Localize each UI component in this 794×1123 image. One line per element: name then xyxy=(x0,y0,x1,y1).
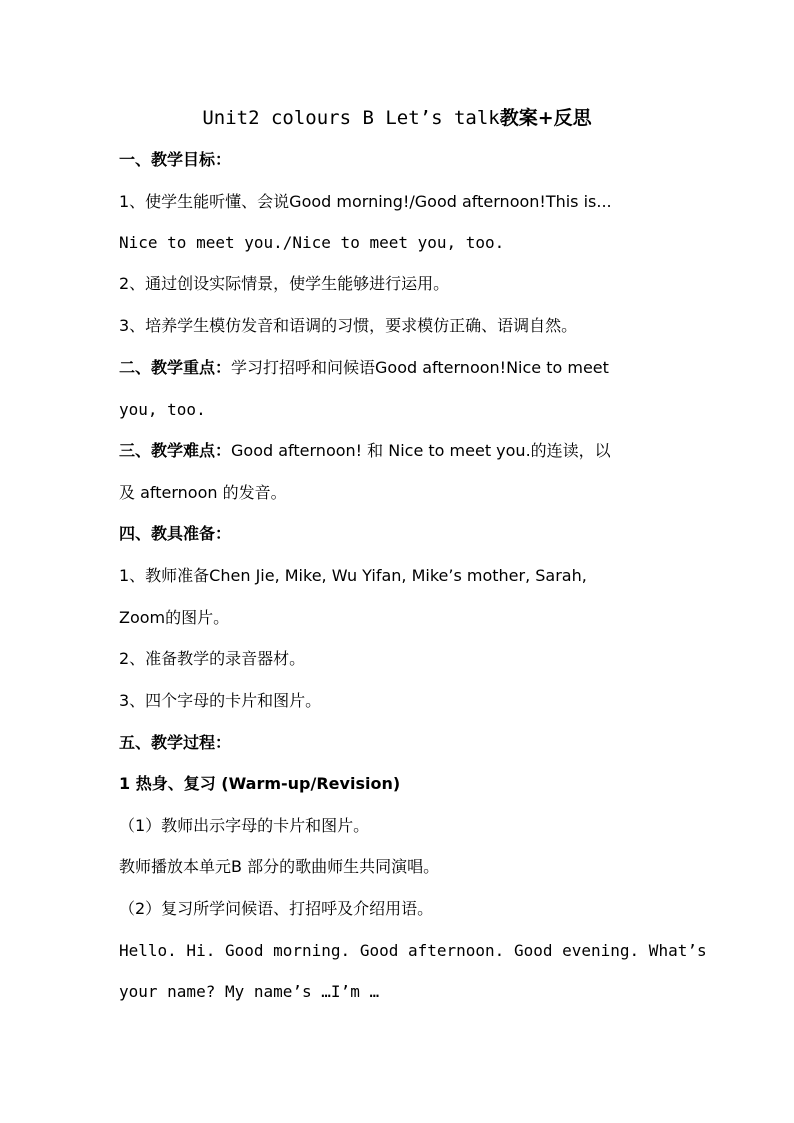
review-line-2: your name? My name’s …I’m … xyxy=(119,982,380,1001)
section-heading-prep: 四、教具准备： xyxy=(119,524,232,543)
step-1-detail: 教师播放本单元B 部分的歌曲师生共同演唱。 xyxy=(119,857,440,876)
step-1: （1）教师出示字母的卡片和图片。 xyxy=(119,816,370,835)
warmup-heading: 1 热身、复习 (Warm-up/Revision) xyxy=(119,774,401,793)
difficult-point-line-2: 及 afternoon 的发音。 xyxy=(119,483,287,502)
goal-3: 3、培养学生模仿发音和语调的习惯，要求模仿正确、语调自然。 xyxy=(119,316,578,335)
section-heading-difficult: 三、教学难点： xyxy=(119,441,232,460)
title-chinese: 教案+反思 xyxy=(499,107,592,129)
prep-1-line-1: 1、教师准备Chen Jie, Mike, Wu Yifan, Mike’s mother, Sarah, xyxy=(119,566,587,585)
prep-3: 3、四个字母的卡片和图片。 xyxy=(119,691,322,710)
section-heading-goals: 一、教学目标： xyxy=(119,150,232,169)
prep-2: 2、准备教学的录音器材。 xyxy=(119,649,306,668)
goal-2: 2、通过创设实际情景，使学生能够进行运用。 xyxy=(119,274,450,293)
key-point-line-2: you, too. xyxy=(119,400,206,419)
page-title xyxy=(0,104,794,132)
title-english: Unit2 colours B Let’s talk xyxy=(202,107,500,129)
section-heading-process: 五、教学过程： xyxy=(119,733,232,752)
goal-1-line-2: Nice to meet you./Nice to meet you, too. xyxy=(119,233,505,252)
difficult-point-line-1 xyxy=(119,439,679,463)
difficult-point-text: Good afternoon! 和 Nice to meet you.的连读，以 xyxy=(231,441,611,460)
review-line-1: Hello. Hi. Good morning. Good afternoon. Good evening. What’s xyxy=(119,941,707,960)
step-2: （2）复习所学问候语、打招呼及介绍用语。 xyxy=(119,899,434,918)
key-point-line-1 xyxy=(119,356,679,380)
goal-1-line-1: 1、使学生能听懂、会说Good morning!/Good afternoon!This is... xyxy=(119,192,612,211)
section-heading-key: 二、教学重点： xyxy=(119,358,232,377)
prep-1-line-2: Zoom的图片。 xyxy=(119,608,230,627)
key-point-text: 学习打招呼和问候语Good afternoon!Nice to meet xyxy=(231,358,609,377)
